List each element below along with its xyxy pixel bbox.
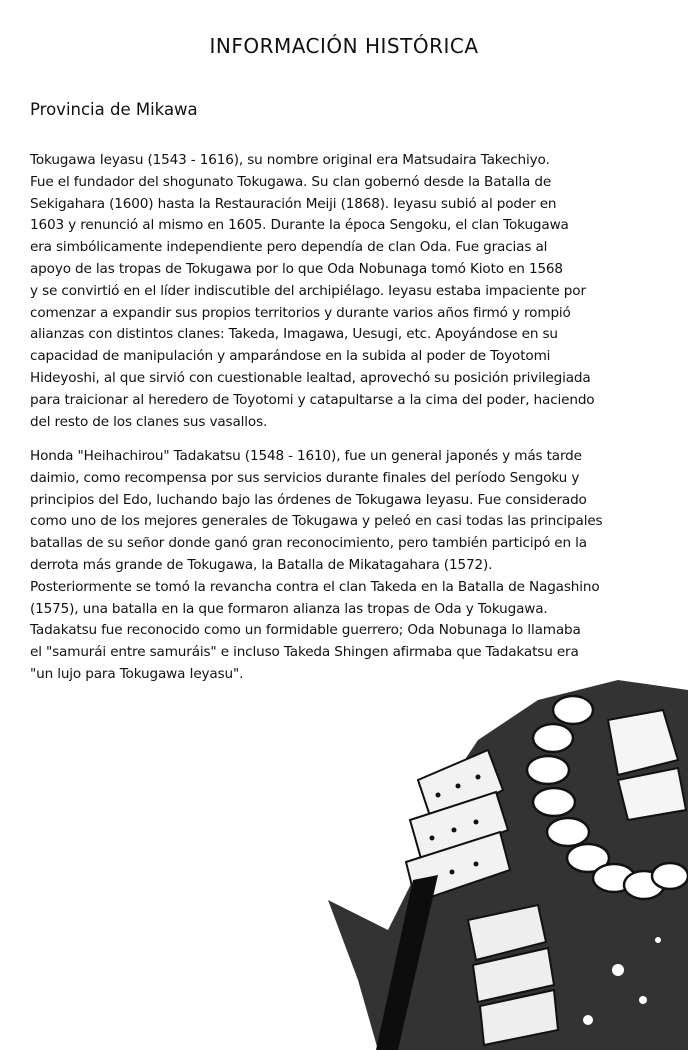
text-line: comenzar a expandir sus propios territorios y durante varios años firmó y rompió — [30, 304, 571, 321]
text-line: derrota más grande de Tokugawa, la Batalla de Mikatagahara (1572). — [30, 556, 493, 573]
text-line: principios del Edo, luchando bajo las órdenes de Tokugawa Ieyasu. Fue considerado — [30, 491, 587, 508]
text-line: del resto de los clanes sus vasallos. — [30, 413, 268, 430]
paragraph-tokugawa-ieyasu — [30, 150, 686, 433]
text-line: apoyo de las tropas de Tokugawa por lo que Oda Nobunaga tomó Kioto en 1568 — [30, 260, 563, 277]
text-line: el "samurái entre samuráis" e incluso Takeda Shingen afirmaba que Tadakatsu era — [30, 644, 579, 661]
text-line: Tadakatsu fue reconocido como un formidable guerrero; Oda Nobunaga lo llamaba — [30, 622, 581, 639]
text-line: Tokugawa Ieyasu (1543 - 1616), su nombre original era Matsudaira Takechiyo. — [30, 152, 550, 168]
text-line: Sekigahara (1600) hasta la Restauración Meiji (1868). Ieyasu subió al poder en — [30, 195, 557, 212]
page-title: INFORMACIÓN HISTÓRICA — [209, 34, 479, 58]
paragraph-honda-tadakatsu — [30, 446, 686, 686]
text-line: como uno de los mejores generales de Tokugawa y peleó en casi todas las principales — [30, 513, 603, 530]
text-line: batallas de su señor donde ganó gran reconocimiento, pero también participó en la — [30, 535, 587, 552]
text-line: 1603 y renunció al mismo en 1605. Durante la época Sengoku, el clan Tokugawa — [30, 217, 569, 234]
text-line: alianzas con distintos clanes: Takeda, Imagawa, Uesugi, etc. Apoyándose en su — [30, 326, 558, 343]
section-heading: Provincia de Mikawa — [30, 100, 198, 119]
text-line: era simbólicamente independiente pero dependía de clan Oda. Fue gracias al — [30, 239, 548, 256]
text-line: capacidad de manipulación y amparándose en la subida al poder de Toyotomi — [30, 348, 551, 365]
text-line: y se convirtió en el líder indiscutible del archipiélago. Ieyasu estaba impaciente por — [30, 282, 586, 299]
text-line: "un lujo para Tokugawa Ieyasu". — [30, 665, 244, 682]
text-line: daimio, como recompensa por sus servicios durante finales del período Sengoku y — [30, 469, 580, 486]
text-line: Posteriormente se tomó la revancha contra el clan Takeda en la Batalla de Nagashino — [30, 578, 600, 595]
text-line: Hideyoshi, al que sirvió con cuestionable lealtad, aprovechó su posición privilegiada — [30, 369, 591, 386]
samurai-armor-illustration — [318, 680, 688, 1050]
text-line: Fue el fundador del shogunato Tokugawa. Su clan gobernó desde la Batalla de — [30, 173, 552, 190]
text-line: para traicionar al heredero de Toyotomi y catapultarse a la cima del poder, haciendo — [30, 391, 595, 408]
text-line: Honda "Heihachirou" Tadakatsu (1548 - 1610), fue un general japonés y más tarde — [30, 448, 582, 464]
text-line: (1575), una batalla en la que formaron alianza las tropas de Oda y Tokugawa. — [30, 600, 548, 617]
